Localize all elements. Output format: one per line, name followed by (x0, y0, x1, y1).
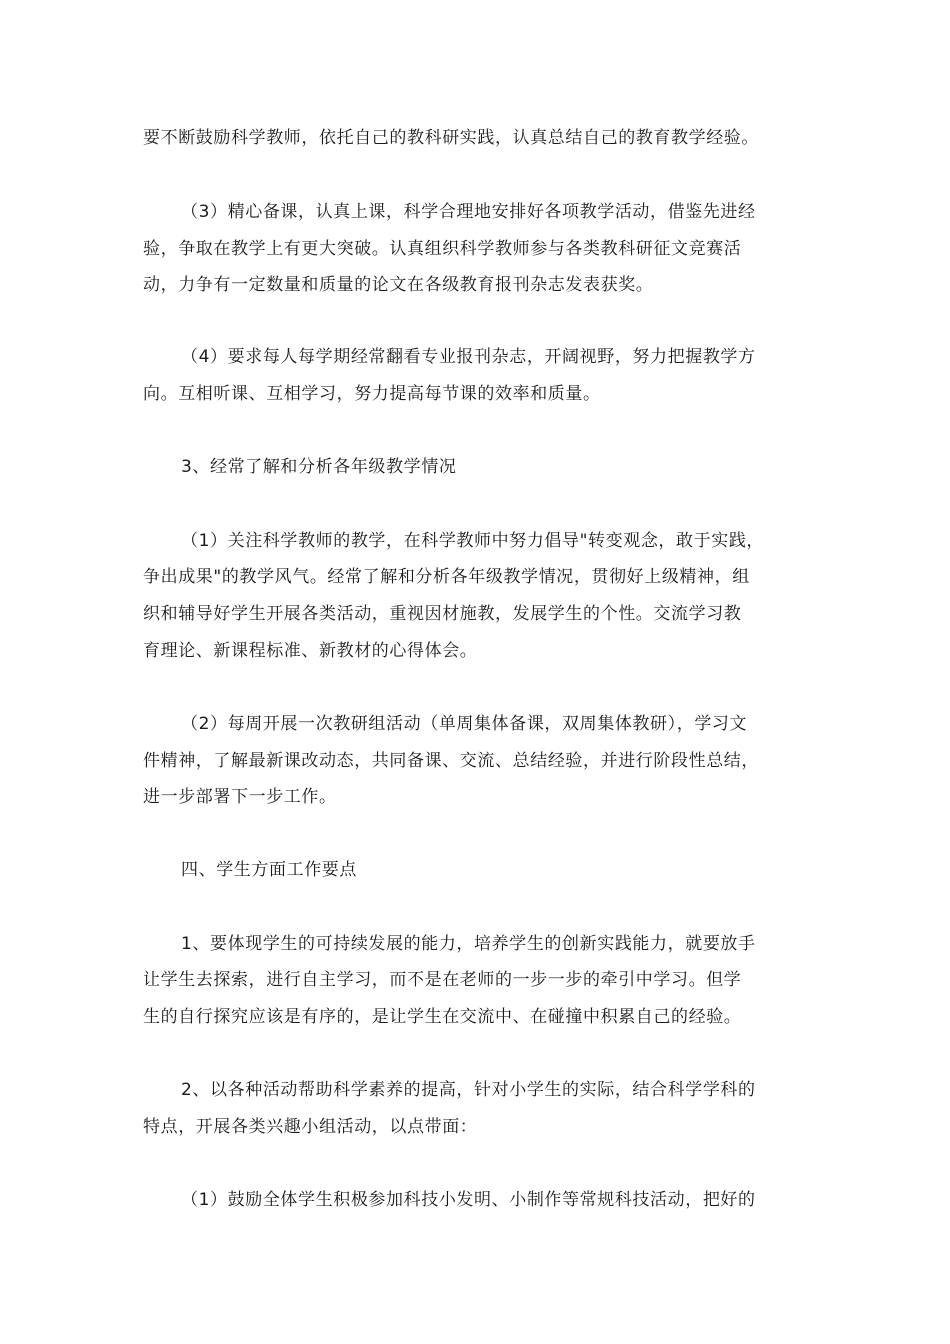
text-line: （1）关注科学教师的教学，在科学教师中努力倡导"转变观念，敢于实践， (181, 531, 765, 551)
text-line: 1、要体现学生的可持续发展的能力，培养学生的创新实践能力，就要放手 (181, 934, 756, 954)
text-line: （4）要求每人每学期经常翻看专业报刊杂志，开阔视野，努力把握教学方 (181, 347, 756, 367)
section-heading: 3、经常了解和分析各年级教学情况 (181, 457, 457, 477)
text-line: 要不断鼓励科学教师，依托自己的教科研实践，认真总结自己的教育教学经验。 (143, 128, 759, 148)
section-heading: 四、学生方面工作要点 (181, 860, 357, 880)
text-line: 生的自行探究应该是有序的，是让学生在交流中、在碰撞中积累自己的经验。 (143, 1007, 742, 1027)
text-line: 件精神，了解最新课改动态，共同备课、交流、总结经验，并进行阶段性总结， (143, 751, 759, 771)
text-line: 让学生去探索，进行自主学习，而不是在老师的一步一步的牵引中学习。但学 (143, 970, 742, 990)
text-line: （1）鼓励全体学生积极参加科技小发明、小制作等常规科技活动，把好的 (181, 1190, 756, 1210)
text-line: 争出成果"的教学风气。经常了解和分析各年级教学情况，贯彻好上级精神，组 (143, 567, 750, 587)
text-line: 特点，开展各类兴趣小组活动，以点带面： (143, 1117, 478, 1137)
text-line: 动，力争有一定数量和质量的论文在各级教育报刊杂志发表获奖。 (143, 275, 654, 295)
text-line: 2、以各种活动帮助科学素养的提高，针对小学生的实际，结合科学学科的 (181, 1080, 756, 1100)
text-line: 验，争取在教学上有更大突破。认真组织科学教师参与各类教科研征文竞赛活 (143, 239, 742, 259)
text-line: 育理论、新课程标准、新教材的心得体会。 (143, 641, 478, 661)
text-line: （3）精心备课，认真上课，科学合理地安排好各项教学活动，借鉴先进经 (181, 202, 756, 222)
text-line: 向。互相听课、互相学习，努力提高每节课的效率和质量。 (143, 384, 601, 404)
text-line: 织和辅导好学生开展各类活动，重视因材施教，发展学生的个性。交流学习教 (143, 604, 742, 624)
text-line: （2）每周开展一次教研组活动（单周集体备课，双周集体教研），学习文 (181, 714, 748, 734)
text-line: 进一步部署下一步工作。 (143, 787, 337, 807)
